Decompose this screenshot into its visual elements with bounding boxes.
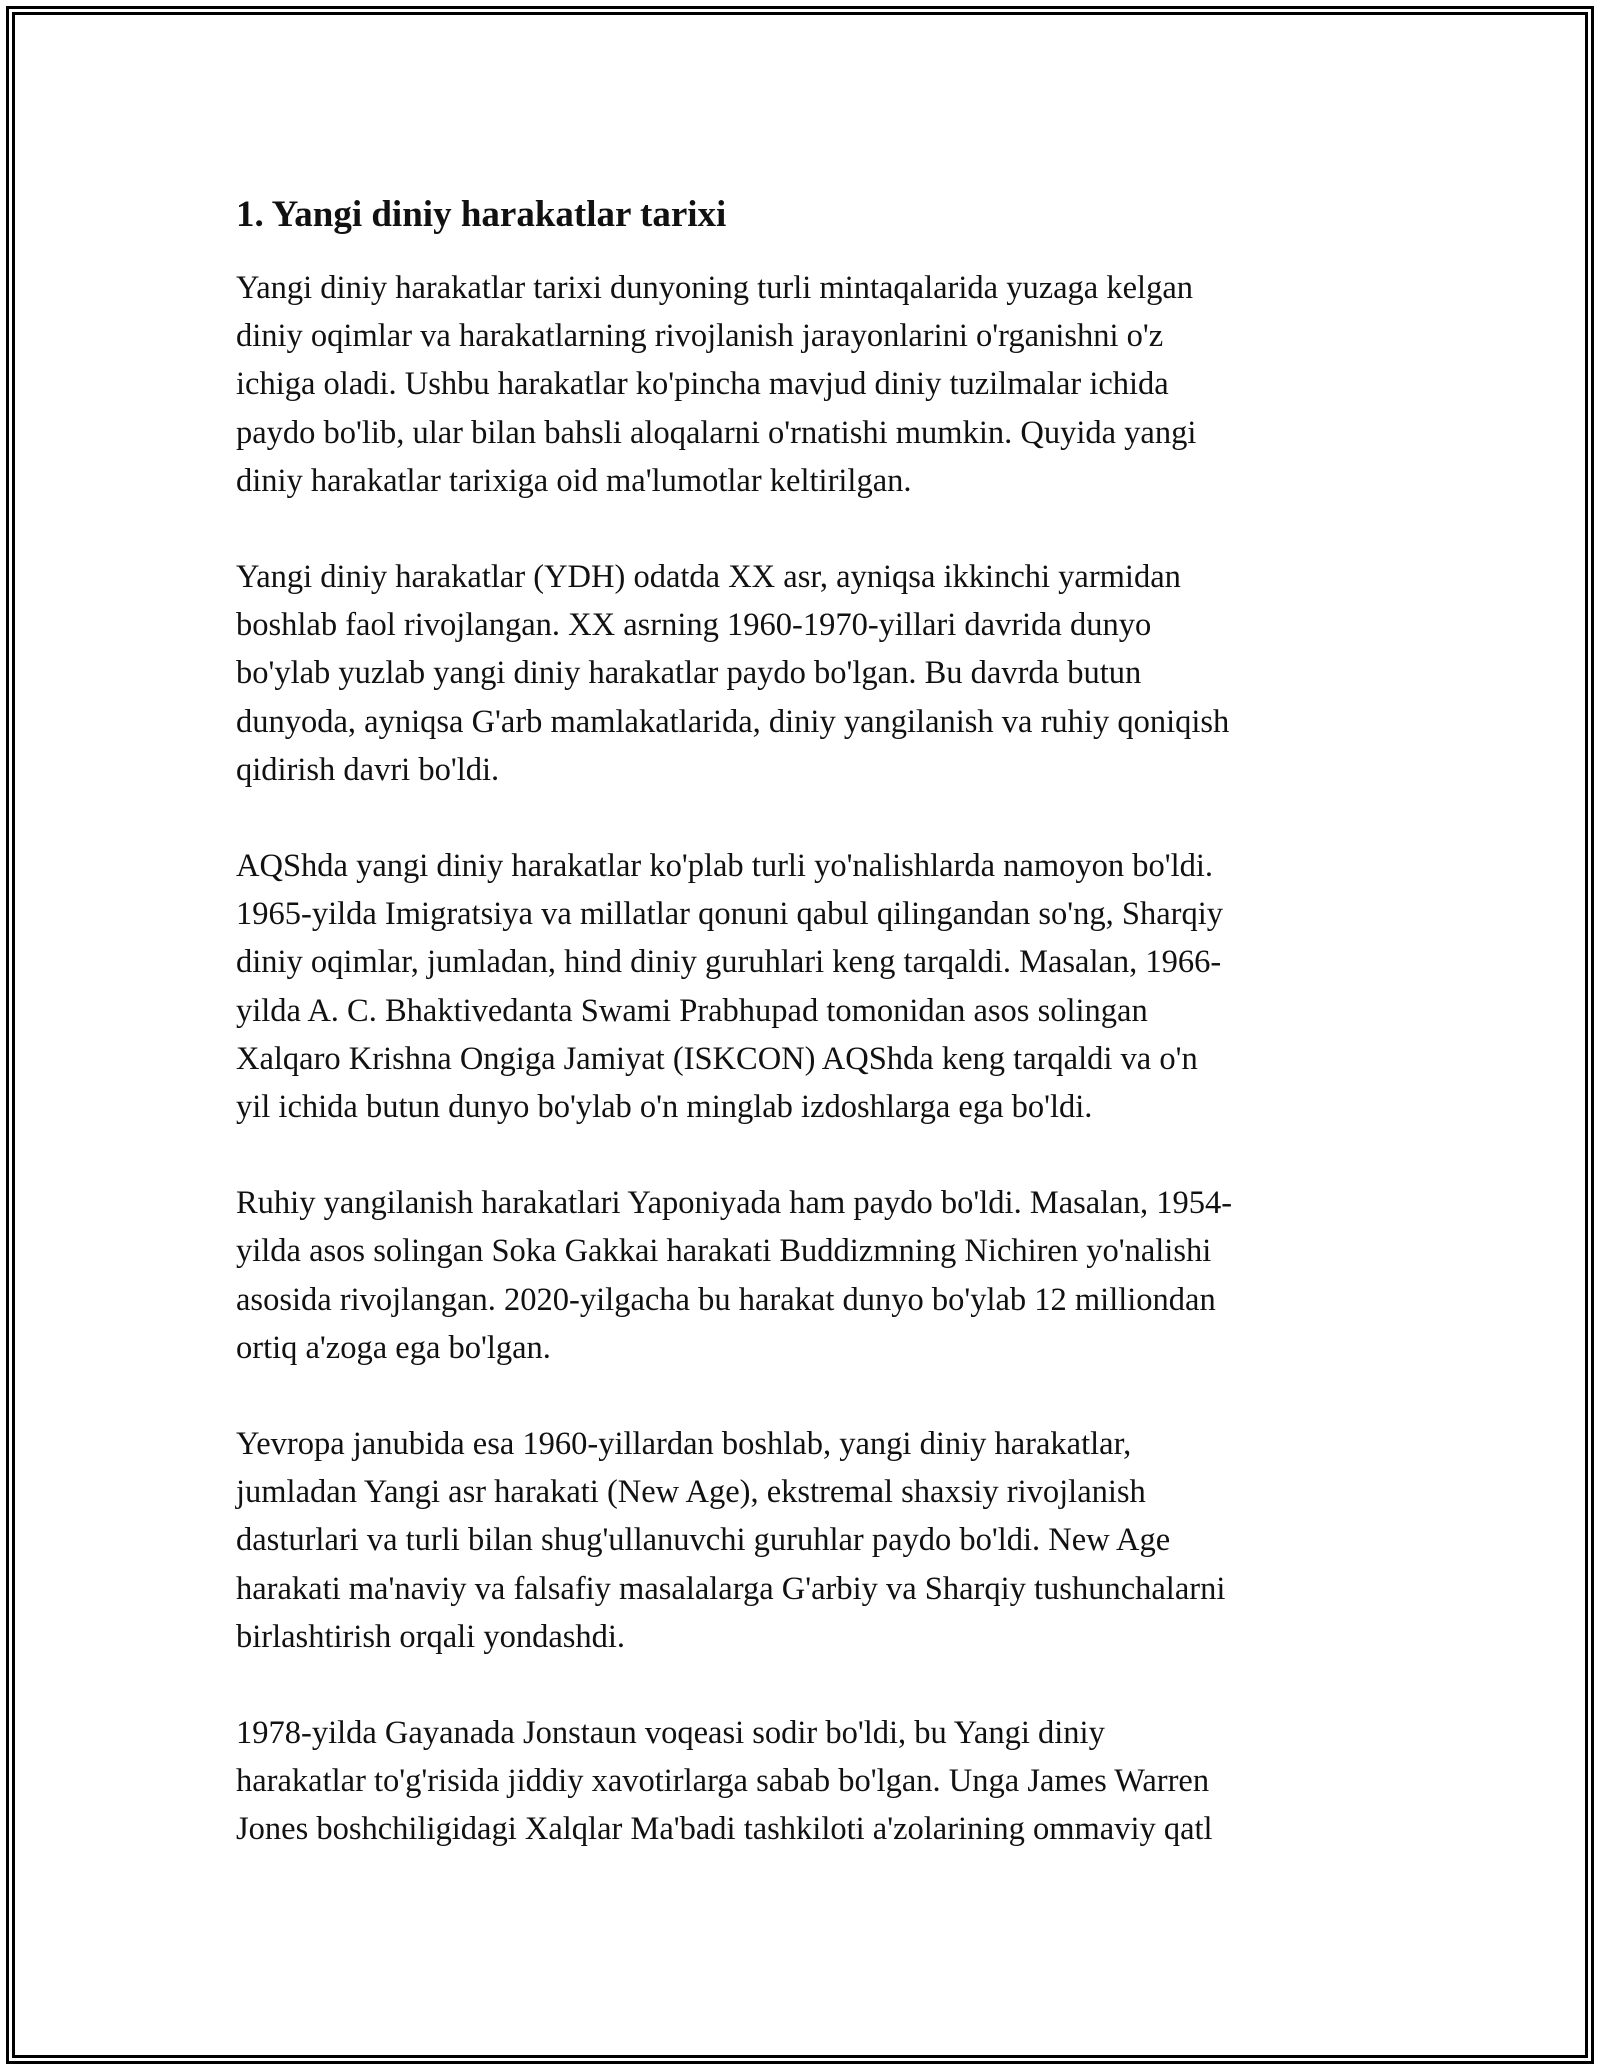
paragraph-line: paydo bo'lib, ular bilan bahsli aloqalarni o'rnatishi mumkin. Quyida yangi — [236, 414, 1197, 451]
paragraph-line: Jones boshchiligidagi Xalqlar Ma'badi tashkiloti a'zolarining ommaviy qatl — [236, 1811, 1213, 1848]
paragraph-line: yil ichida butun dunyo bo'ylab o'n minglab izdoshlarga ega bo'ldi. — [236, 1089, 1093, 1126]
paragraph-line: Ruhiy yangilanish harakatlari Yaponiyada ham paydo bo'ldi. Masalan, 1954- — [236, 1185, 1233, 1222]
section-heading: 1. Yangi diniy harakatlar tarixi — [236, 194, 727, 235]
paragraph-line: bo'ylab yuzlab yangi diniy harakatlar paydo bo'lgan. Bu davrda butun — [236, 655, 1142, 692]
paragraph-line: harakatlar to'g'risida jiddiy xavotirlarga sabab bo'lgan. Unga James Warren — [236, 1763, 1210, 1800]
paragraph-line: diniy oqimlar, jumladan, hind diniy guruhlari keng tarqaldi. Masalan, 1966- — [236, 944, 1222, 981]
paragraph-line: harakati ma'naviy va falsafiy masalalarga G'arbiy va Sharqiy tushunchalarni — [236, 1570, 1226, 1607]
document-body — [236, 188, 1376, 1902]
paragraph — [236, 264, 1376, 505]
paragraph-line: Yangi diniy harakatlar (YDH) odatda XX asr, ayniqsa ikkinchi yarmidan — [236, 559, 1181, 596]
paragraph-line: birlashtirish orqali yondashdi. — [236, 1618, 626, 1655]
paragraph-line: Yangi diniy harakatlar tarixi dunyoning turli mintaqalarida yuzaga kelgan — [236, 270, 1193, 306]
paragraph — [236, 553, 1376, 794]
paragraph-line: 1978-yilda Gayanada Jonstaun voqeasi sodir bo'ldi, bu Yangi diniy — [236, 1715, 1105, 1752]
paragraph-line: 1965-yilda Imigratsiya va millatlar qonuni qabul qilingandan so'ng, Sharqiy — [236, 896, 1223, 933]
paragraph — [236, 1709, 1376, 1854]
paragraph-line: jumladan Yangi asr harakati (New Age), ekstremal shaxsiy rivojlanish — [236, 1474, 1146, 1511]
paragraph-line: diniy harakatlar tarixiga oid ma'lumotlar keltirilgan. — [236, 462, 912, 499]
paragraph-line: yilda asos solingan Soka Gakkai harakati Buddizmning Nichiren yo'nalishi — [236, 1233, 1212, 1270]
paragraph-line: Xalqaro Krishna Ongiga Jamiyat (ISKCON) AQShda keng tarqaldi va o'n — [236, 1040, 1198, 1077]
paragraph-line: boshlab faol rivojlangan. XX asrning 1960-1970-yillari davrida dunyo — [236, 607, 1152, 644]
paragraph-line: dasturlari va turli bilan shug'ullanuvchi guruhlar paydo bo'ldi. New Age — [236, 1522, 1171, 1559]
paragraph-list — [236, 264, 1376, 1854]
paragraph — [236, 842, 1376, 1131]
paragraph-line: yilda A. C. Bhaktivedanta Swami Prabhupad tomonidan asos solingan — [236, 992, 1148, 1029]
paragraph-line: ortiq a'zoga ega bo'lgan. — [236, 1329, 551, 1366]
paragraph-line: AQShda yangi diniy harakatlar ko'plab turli yo'nalishlarda namoyon bo'ldi. — [236, 848, 1214, 885]
paragraph-line: asosida rivojlangan. 2020-yilgacha bu harakat dunyo bo'ylab 12 milliondan — [236, 1281, 1216, 1318]
paragraph-line: Yevropa janubida esa 1960-yillardan boshlab, yangi diniy harakatlar, — [236, 1426, 1132, 1463]
paragraph — [236, 1420, 1376, 1661]
paragraph-line: ichiga oladi. Ushbu harakatlar ko'pincha mavjud diniy tuzilmalar ichida — [236, 366, 1169, 403]
paragraph — [236, 1179, 1376, 1372]
paragraph-line: dunyoda, ayniqsa G'arb mamlakatlarida, diniy yangilanish va ruhiy qoniqish — [236, 703, 1230, 740]
paragraph-line: qidirish davri bo'ldi. — [236, 751, 500, 788]
paragraph-line: diniy oqimlar va harakatlarning rivojlanish jarayonlarini o'rganishni o'z — [236, 318, 1164, 355]
